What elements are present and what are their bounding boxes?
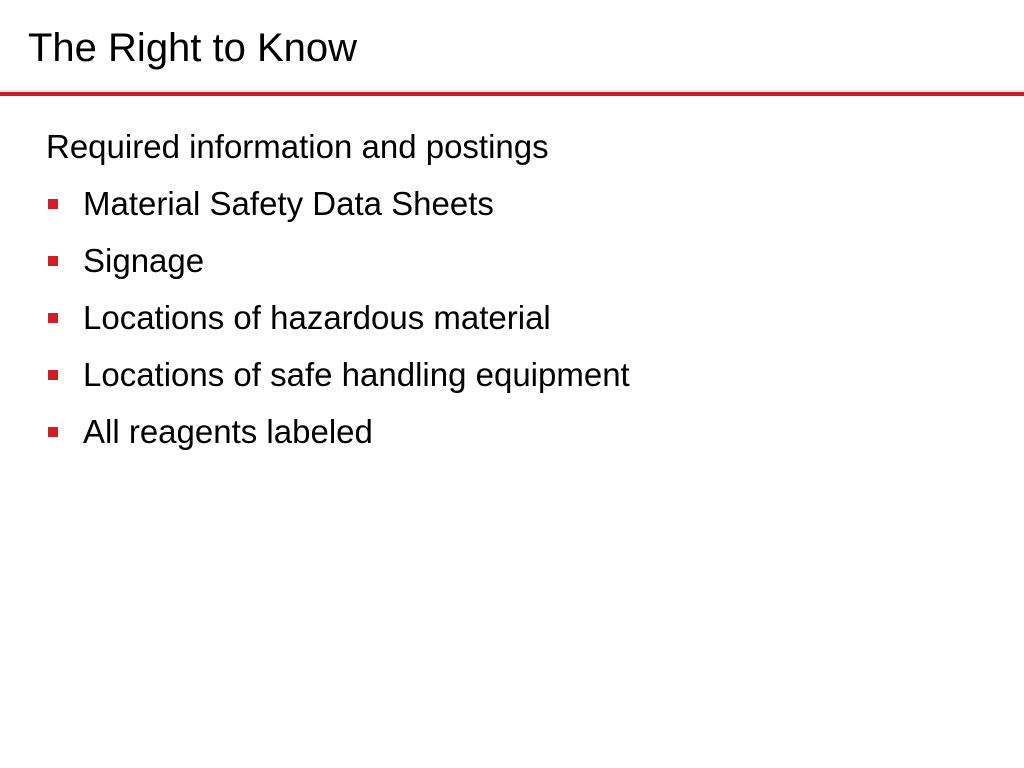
title-divider-line [0, 92, 1024, 96]
slide-body [46, 127, 986, 469]
square-bullet-icon [48, 199, 58, 209]
square-bullet-icon [48, 427, 58, 437]
square-bullet-icon [48, 370, 58, 380]
bullet-text: Signage [83, 242, 205, 279]
bullet-list [46, 184, 986, 469]
bullet-text: All reagents labeled [83, 413, 373, 450]
bullet-item-safe-equipment-locations [46, 355, 986, 412]
intro-text: Required information and postings [46, 128, 549, 165]
square-bullet-icon [48, 313, 58, 323]
bullet-text: Locations of safe handling equipment [83, 356, 630, 393]
bullet-item-signage [46, 241, 986, 298]
slide-title: The Right to Know [28, 26, 358, 70]
bullet-text: Locations of hazardous material [83, 299, 551, 336]
bullet-item-msds [46, 184, 986, 241]
bullet-item-hazardous-locations [46, 298, 986, 355]
bullet-text: Material Safety Data Sheets [83, 185, 494, 222]
square-bullet-icon [48, 256, 58, 266]
bullet-item-reagents-labeled [46, 412, 986, 469]
title-divider [0, 90, 1024, 100]
